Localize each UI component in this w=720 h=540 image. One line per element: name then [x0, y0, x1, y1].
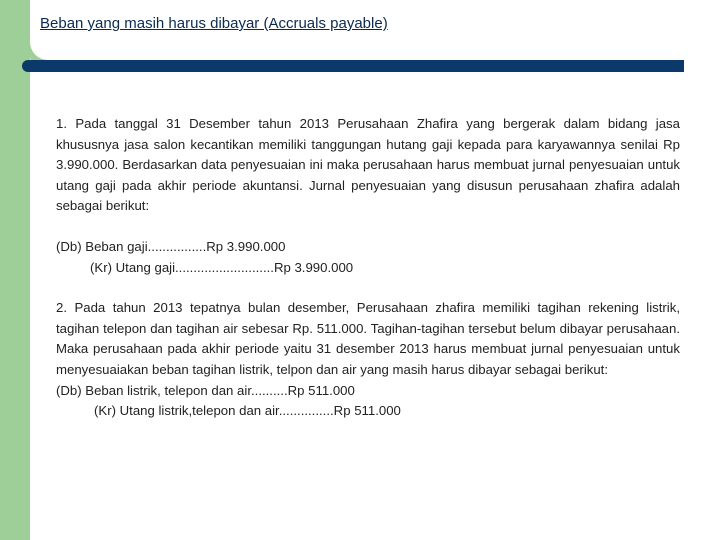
example-2-debit-entry: (Db) Beban listrik, telepon dan air..........Rp 511.000: [56, 382, 355, 398]
example-1-debit-entry: (Db) Beban gaji................Rp 3.990.000: [56, 238, 286, 254]
example-1-credit-entry: (Kr) Utang gaji...........................Rp 3.990.000: [90, 259, 354, 275]
example-2-text: 2. Pada tahun 2013 tepatnya bulan desember, Perusahaan zhafira memiliki tagihan rekening listrik, tagihan telepon dan tagihan air sebesar Rp. 511.000. Tagihan-tagihan tersebut belum dibayar perusahaan. Maka perusahaan pada akhir periode yaitu 31 desember 2013 harus membuat jurnal penyesuaian untuk menyesuaiakan beban tagihan listrik, telpon dan air yang masih harus dibayar sebagai berikut:: [56, 300, 680, 377]
left-decor-band: [0, 0, 30, 540]
slide-title: Beban yang masih harus dibayar (Accruals payable): [40, 15, 388, 32]
slide-body: [56, 114, 680, 422]
title-divider: [22, 60, 684, 72]
example-2-credit-entry: (Kr) Utang listrik,telepon dan air...............Rp 511.000: [94, 403, 401, 419]
spacer: [56, 217, 680, 237]
example-1-text: 1. Pada tanggal 31 Desember tahun 2013 Perusahaan Zhafira yang bergerak dalam bidang jasa khususnya jasa salon kecantikan memiliki tanggungan hutang gaji kepada para karyawannya senilai Rp 3.990.000. Berdasarkan data penyesuaian ini maka perusahaan harus membuat jurnal penyesuaian untuk utang gaji pada akhir periode akuntansi. Jurnal penyesuaian yang disusun perusahaan zhafira adalah sebagai berikut:: [56, 116, 680, 214]
spacer: [56, 278, 680, 298]
